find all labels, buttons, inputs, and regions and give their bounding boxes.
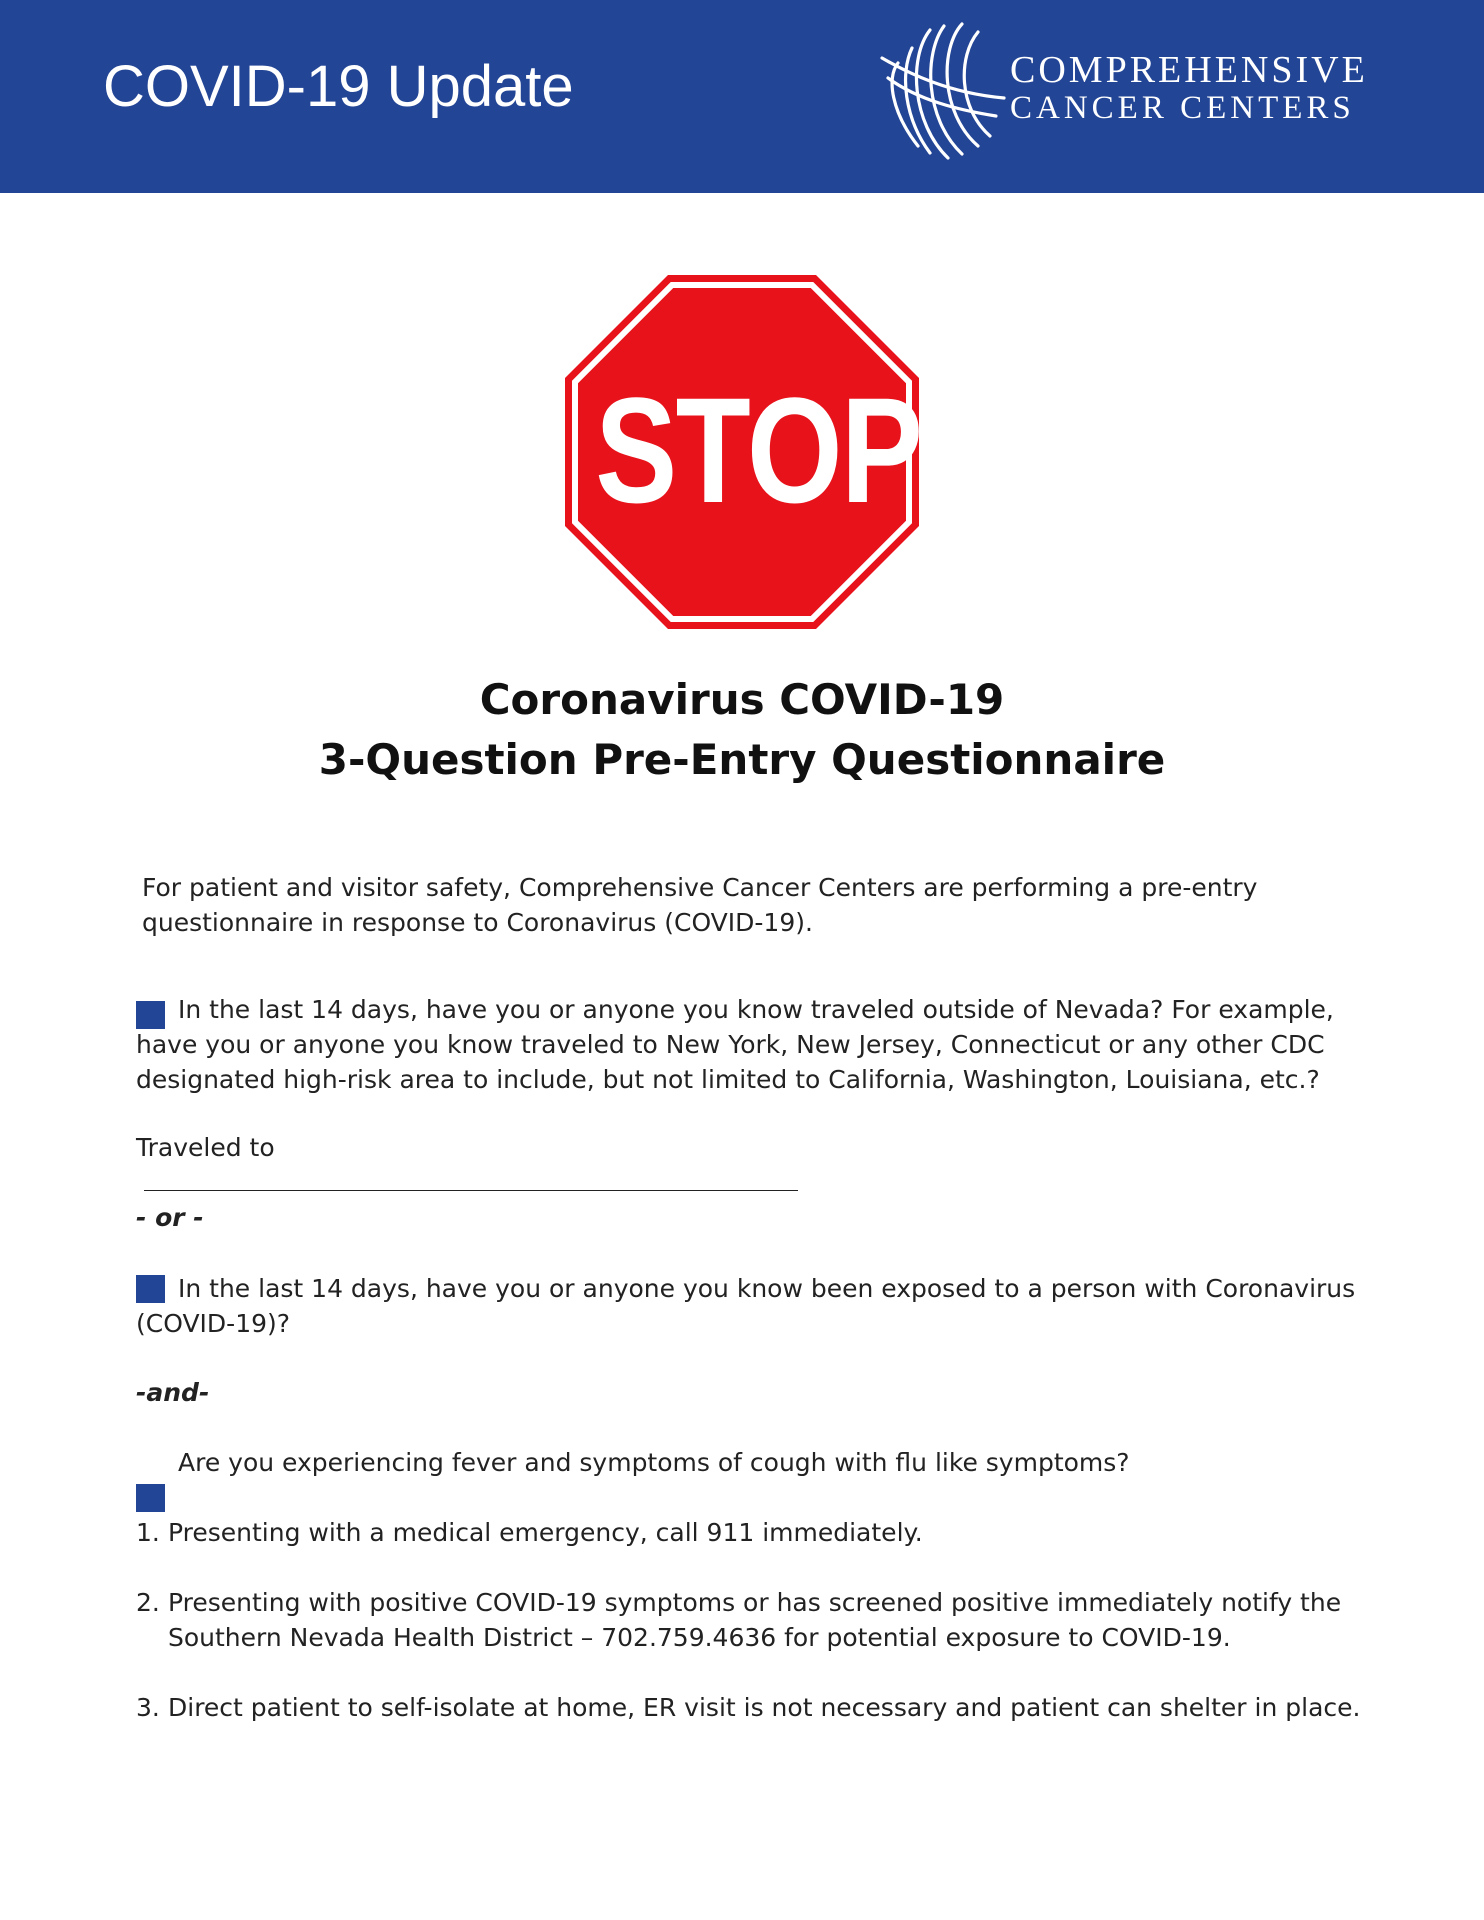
instruction-item (136, 1515, 1376, 1550)
instruction-item (136, 1690, 1376, 1725)
instruction-text: Presenting with a medical emergency, call 911 immediately. (168, 1518, 923, 1547)
brand-logo (878, 18, 1368, 163)
question1-text (136, 992, 1366, 1097)
stop-sign-icon (563, 273, 921, 631)
instruction-item (136, 1585, 1376, 1655)
or-separator: - or - (136, 1203, 204, 1232)
instruction-text: Direct patient to self-isolate at home, ER visit is not necessary and patient can shelter in place. (168, 1693, 1361, 1722)
logo-text-line2: CANCER CENTERS (1010, 90, 1355, 126)
logo-emblem-icon (878, 18, 1008, 163)
question3-text: Are you experiencing fever and symptoms of cough with flu like symptoms? (178, 1448, 1130, 1477)
instruction-number: 3. (136, 1693, 160, 1722)
logo-text-line1: COMPREHENSIVE (1010, 49, 1368, 91)
instruction-number: 1. (136, 1518, 160, 1547)
instruction-number: 2. (136, 1588, 160, 1617)
header-title: COVID-19 Update (103, 54, 574, 119)
instruction-list (136, 1515, 1376, 1760)
intro-paragraph: For patient and visitor safety, Comprehensive Cancer Centers are performing a pre-entry questionnaire in response to Coronavirus (COVID-19). (142, 873, 1258, 937)
question1-label: In the last 14 days, have you or anyone you know traveled outside of Nevada? For example, have you or anyone you know traveled to New York, New Jersey, Connecticut or any other CDC designated high-risk area to include, but not limited to California, Washington, Louisiana, etc.? (136, 995, 1334, 1094)
question3-checkbox[interactable] (136, 1484, 165, 1512)
title-line1: Coronavirus COVID-19 (479, 675, 1005, 724)
header-banner (0, 0, 1484, 193)
document-title (0, 670, 1484, 790)
traveled-to-label: Traveled to (136, 1133, 275, 1162)
traveled-to-input[interactable] (144, 1166, 798, 1191)
and-separator: -and- (136, 1378, 210, 1407)
question2-text (136, 1271, 1366, 1341)
title-line2: 3-Question Pre-Entry Questionnaire (318, 735, 1166, 784)
traveled-to-field (136, 1130, 936, 1200)
instruction-text: Presenting with positive COVID-19 symptoms or has screened positive immediately notify the Southern Nevada Health District – 702.759.4636 for potential exposure to COVID-19. (168, 1588, 1342, 1652)
question2-label: In the last 14 days, have you or anyone you know been exposed to a person with Coronavirus (COVID-19)? (136, 1274, 1356, 1338)
stop-sign-text: STOP (595, 366, 922, 534)
